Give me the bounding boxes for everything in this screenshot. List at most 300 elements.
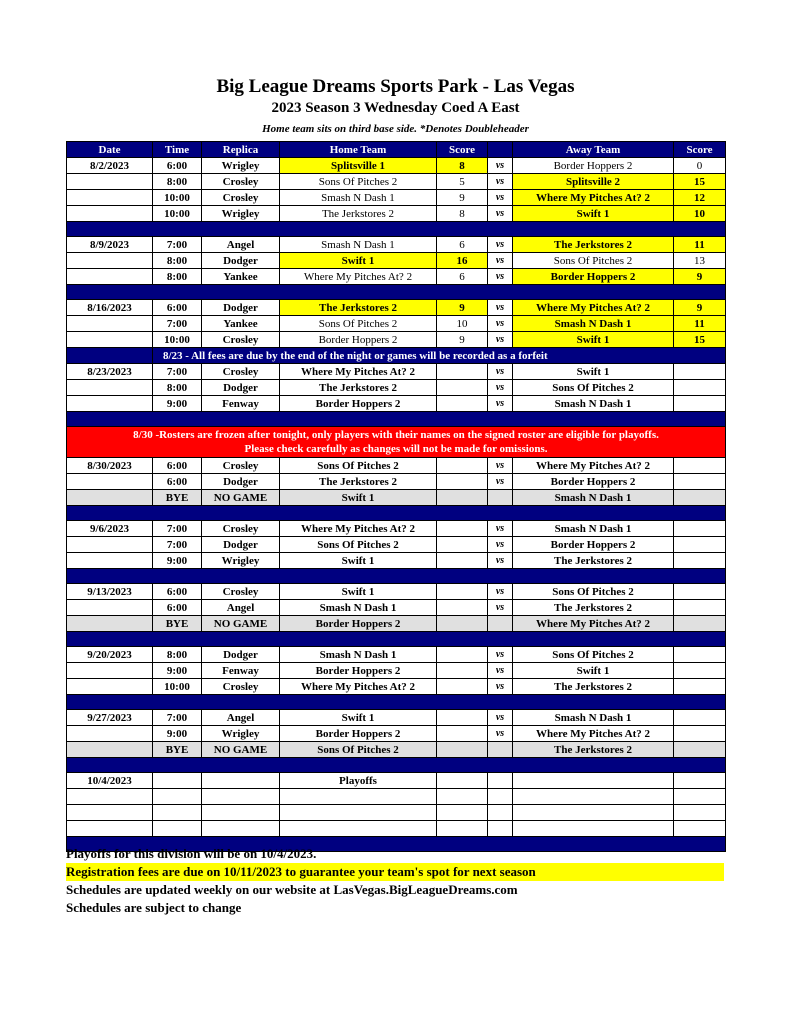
away-team-cell: Border Hoppers 2	[513, 537, 674, 553]
game-row	[67, 396, 726, 412]
separator-cell	[67, 412, 726, 427]
vs-cell: vs	[488, 458, 513, 474]
game-row	[67, 647, 726, 663]
away-score-cell	[674, 616, 726, 632]
away-score-cell	[674, 396, 726, 412]
date-cell	[67, 380, 153, 396]
home-score-cell	[437, 553, 488, 569]
date-cell	[67, 537, 153, 553]
home-score-cell	[437, 742, 488, 758]
field-cell: NO GAME	[202, 616, 280, 632]
away-team-cell: Sons Of Pitches 2	[513, 647, 674, 663]
date-cell	[67, 332, 153, 348]
home-score-cell	[437, 396, 488, 412]
schedule-body	[67, 158, 726, 852]
away-team-cell: Border Hoppers 2	[513, 269, 674, 285]
week-separator-row	[67, 569, 726, 584]
date-cell	[67, 269, 153, 285]
home-score-cell	[437, 679, 488, 695]
roster-alert-line-1: 8/30 -Rosters are frozen after tonight, only players with their names on the signed roster are eligible for playoffs.	[133, 429, 659, 441]
game-row	[67, 364, 726, 380]
footer-text: Playoffs for this division will be on 10/4/2023.	[66, 846, 317, 861]
away-score-cell	[674, 537, 726, 553]
time-cell: 8:00	[153, 380, 202, 396]
home-team-cell	[280, 821, 437, 837]
home-team-cell: Splitsville 1	[280, 158, 437, 174]
date-cell	[67, 663, 153, 679]
away-score-cell	[674, 474, 726, 490]
away-team-cell: Swift 1	[513, 364, 674, 380]
home-team-cell	[280, 789, 437, 805]
home-team-cell: Smash N Dash 1	[280, 647, 437, 663]
home-score-cell: 6	[437, 237, 488, 253]
home-team-cell: Playoffs	[280, 773, 437, 789]
week-separator-row	[67, 285, 726, 300]
home-team-cell: Border Hoppers 2	[280, 726, 437, 742]
field-cell: NO GAME	[202, 742, 280, 758]
vs-cell: vs	[488, 253, 513, 269]
away-team-cell: Swift 1	[513, 206, 674, 222]
field-cell: NO GAME	[202, 490, 280, 506]
home-team-cell: Swift 1	[280, 253, 437, 269]
fee-notice-text: 8/23 - All fees are due by the end of the night or games will be recorded as a forfeit	[153, 348, 726, 364]
footer-notes	[66, 845, 736, 917]
away-team-cell: Swift 1	[513, 332, 674, 348]
vs-cell: vs	[488, 380, 513, 396]
home-score-cell	[437, 616, 488, 632]
field-cell: Wrigley	[202, 158, 280, 174]
vs-cell: vs	[488, 553, 513, 569]
home-team-cell: Border Hoppers 2	[280, 616, 437, 632]
field-cell: Wrigley	[202, 206, 280, 222]
field-cell: Crosley	[202, 521, 280, 537]
game-row	[67, 237, 726, 253]
away-score-cell	[674, 726, 726, 742]
field-cell: Yankee	[202, 316, 280, 332]
home-score-cell	[437, 537, 488, 553]
vs-cell: vs	[488, 396, 513, 412]
roster-alert-line-2: Please check carefully as changes will not be made for omissions.	[244, 443, 548, 455]
home-team-cell: Sons Of Pitches 2	[280, 742, 437, 758]
week-separator-row	[67, 758, 726, 773]
home-score-cell: 6	[437, 269, 488, 285]
home-score-cell	[437, 663, 488, 679]
field-cell: Wrigley	[202, 553, 280, 569]
game-row	[67, 206, 726, 222]
home-score-cell: 9	[437, 332, 488, 348]
game-row	[67, 679, 726, 695]
time-cell: 7:00	[153, 521, 202, 537]
time-cell: 7:00	[153, 710, 202, 726]
home-score-cell: 9	[437, 190, 488, 206]
away-team-cell: The Jerkstores 2	[513, 742, 674, 758]
vs-cell: vs	[488, 174, 513, 190]
home-team-cell: The Jerkstores 2	[280, 206, 437, 222]
vs-cell: vs	[488, 269, 513, 285]
away-score-cell	[674, 458, 726, 474]
home-team-cell: Sons Of Pitches 2	[280, 316, 437, 332]
away-team-cell: Splitsville 2	[513, 174, 674, 190]
away-team-cell: Where My Pitches At? 2	[513, 616, 674, 632]
home-score-cell	[437, 600, 488, 616]
date-cell	[67, 474, 153, 490]
date-cell	[67, 821, 153, 837]
home-score-cell	[437, 789, 488, 805]
away-score-cell	[674, 710, 726, 726]
vs-cell: vs	[488, 521, 513, 537]
time-cell: BYE	[153, 616, 202, 632]
away-score-cell: 11	[674, 237, 726, 253]
time-cell	[153, 789, 202, 805]
date-cell	[67, 805, 153, 821]
vs-cell: vs	[488, 679, 513, 695]
time-cell: 10:00	[153, 206, 202, 222]
home-team-cell: Where My Pitches At? 2	[280, 679, 437, 695]
home-team-cell: Border Hoppers 2	[280, 663, 437, 679]
away-score-cell	[674, 521, 726, 537]
away-score-cell	[674, 364, 726, 380]
home-score-cell	[437, 490, 488, 506]
home-score-cell	[437, 805, 488, 821]
field-cell: Crosley	[202, 190, 280, 206]
away-score-cell: 9	[674, 300, 726, 316]
date-cell: 8/23/2023	[67, 364, 153, 380]
separator-cell	[67, 632, 726, 647]
time-cell: 6:00	[153, 600, 202, 616]
home-score-cell	[437, 710, 488, 726]
time-cell: 9:00	[153, 726, 202, 742]
roster-alert-row	[67, 427, 726, 458]
home-team-cell: Border Hoppers 2	[280, 332, 437, 348]
away-score-cell	[674, 490, 726, 506]
field-cell: Angel	[202, 710, 280, 726]
away-score-cell: 15	[674, 332, 726, 348]
game-row	[67, 190, 726, 206]
field-cell: Dodger	[202, 647, 280, 663]
footer-text: Registration fees are due on 10/11/2023 to guarantee your team's spot for next season	[66, 863, 724, 881]
vs-cell: vs	[488, 537, 513, 553]
vs-cell	[488, 821, 513, 837]
home-team-cell: The Jerkstores 2	[280, 300, 437, 316]
home-team-cell: Smash N Dash 1	[280, 237, 437, 253]
bye-row	[67, 616, 726, 632]
date-cell	[67, 616, 153, 632]
away-team-cell	[513, 805, 674, 821]
time-cell: 9:00	[153, 553, 202, 569]
away-score-cell	[674, 584, 726, 600]
bye-row	[67, 490, 726, 506]
field-cell: Yankee	[202, 269, 280, 285]
header-row	[67, 142, 726, 158]
week-separator-row	[67, 695, 726, 710]
time-cell: 8:00	[153, 253, 202, 269]
date-cell: 8/30/2023	[67, 458, 153, 474]
game-row	[67, 269, 726, 285]
separator-cell	[67, 758, 726, 773]
date-cell: 8/16/2023	[67, 300, 153, 316]
separator-cell	[67, 569, 726, 584]
field-cell: Dodger	[202, 300, 280, 316]
vs-cell	[488, 805, 513, 821]
header-replica: Replica	[202, 142, 280, 158]
time-cell: 8:00	[153, 174, 202, 190]
vs-cell: vs	[488, 474, 513, 490]
game-row	[67, 300, 726, 316]
footer-text: Schedules are subject to change	[66, 900, 242, 915]
time-cell	[153, 773, 202, 789]
vs-cell: vs	[488, 726, 513, 742]
away-score-cell	[674, 773, 726, 789]
home-team-note: Home team sits on third base side. *Denotes Doubleheader	[262, 123, 529, 135]
home-team-cell: The Jerkstores 2	[280, 474, 437, 490]
away-score-cell	[674, 805, 726, 821]
footer-text: Schedules are updated weekly on our website at LasVegas.BigLeagueDreams.com	[66, 882, 518, 897]
vs-cell: vs	[488, 364, 513, 380]
field-cell: Crosley	[202, 584, 280, 600]
away-team-cell: Border Hoppers 2	[513, 474, 674, 490]
home-score-cell	[437, 458, 488, 474]
game-row	[67, 521, 726, 537]
home-score-cell: 5	[437, 174, 488, 190]
home-team-cell: Where My Pitches At? 2	[280, 364, 437, 380]
game-row	[67, 474, 726, 490]
away-score-cell	[674, 663, 726, 679]
field-cell	[202, 805, 280, 821]
home-team-cell: Swift 1	[280, 490, 437, 506]
date-cell	[67, 726, 153, 742]
date-cell: 9/20/2023	[67, 647, 153, 663]
field-cell	[202, 773, 280, 789]
home-team-cell: Sons Of Pitches 2	[280, 537, 437, 553]
vs-cell	[488, 789, 513, 805]
away-score-cell: 9	[674, 269, 726, 285]
game-row	[67, 773, 726, 789]
away-team-cell: Smash N Dash 1	[513, 710, 674, 726]
away-score-cell	[674, 742, 726, 758]
date-cell: 9/13/2023	[67, 584, 153, 600]
home-team-cell: Where My Pitches At? 2	[280, 521, 437, 537]
time-cell: 7:00	[153, 316, 202, 332]
vs-cell: vs	[488, 332, 513, 348]
header-away-score: Score	[674, 142, 726, 158]
time-cell: 9:00	[153, 396, 202, 412]
game-row	[67, 789, 726, 805]
week-separator-row	[67, 632, 726, 647]
bye-row	[67, 742, 726, 758]
away-score-cell: 10	[674, 206, 726, 222]
time-cell: 7:00	[153, 364, 202, 380]
home-team-cell: Swift 1	[280, 553, 437, 569]
game-row	[67, 316, 726, 332]
away-team-cell: Where My Pitches At? 2	[513, 458, 674, 474]
field-cell: Crosley	[202, 174, 280, 190]
away-team-cell: The Jerkstores 2	[513, 600, 674, 616]
away-team-cell: Border Hoppers 2	[513, 158, 674, 174]
home-team-cell: The Jerkstores 2	[280, 380, 437, 396]
schedule-table	[66, 141, 726, 852]
away-team-cell	[513, 789, 674, 805]
home-score-cell	[437, 584, 488, 600]
vs-cell	[488, 773, 513, 789]
away-team-cell: Swift 1	[513, 663, 674, 679]
header-date: Date	[67, 142, 153, 158]
away-score-cell: 11	[674, 316, 726, 332]
home-score-cell	[437, 364, 488, 380]
home-team-cell: Border Hoppers 2	[280, 396, 437, 412]
date-cell	[67, 174, 153, 190]
date-cell: 8/2/2023	[67, 158, 153, 174]
home-score-cell	[437, 773, 488, 789]
home-score-cell: 8	[437, 158, 488, 174]
game-row	[67, 663, 726, 679]
separator-cell	[67, 285, 726, 300]
time-cell: 6:00	[153, 458, 202, 474]
date-cell: 10/4/2023	[67, 773, 153, 789]
away-team-cell: Where My Pitches At? 2	[513, 726, 674, 742]
time-cell: 10:00	[153, 332, 202, 348]
header-time: Time	[153, 142, 202, 158]
date-cell	[67, 553, 153, 569]
roster-alert-cell	[67, 427, 726, 458]
time-cell: BYE	[153, 742, 202, 758]
header-home-score: Score	[437, 142, 488, 158]
away-team-cell: Smash N Dash 1	[513, 316, 674, 332]
footer-playoffs-note	[66, 845, 736, 863]
date-cell	[67, 316, 153, 332]
away-score-cell	[674, 600, 726, 616]
date-cell	[67, 679, 153, 695]
field-cell: Dodger	[202, 253, 280, 269]
field-cell: Dodger	[202, 474, 280, 490]
date-cell	[67, 600, 153, 616]
time-cell: 10:00	[153, 679, 202, 695]
away-team-cell: The Jerkstores 2	[513, 679, 674, 695]
away-team-cell: Sons Of Pitches 2	[513, 380, 674, 396]
vs-cell	[488, 490, 513, 506]
game-row	[67, 553, 726, 569]
home-score-cell: 8	[437, 206, 488, 222]
home-team-cell: Sons Of Pitches 2	[280, 174, 437, 190]
vs-cell: vs	[488, 600, 513, 616]
date-cell	[67, 396, 153, 412]
date-cell	[67, 490, 153, 506]
away-team-cell: Where My Pitches At? 2	[513, 300, 674, 316]
field-cell	[202, 789, 280, 805]
footer-change-note	[66, 899, 736, 917]
time-cell: 7:00	[153, 537, 202, 553]
field-cell: Crosley	[202, 679, 280, 695]
date-cell	[67, 742, 153, 758]
vs-cell: vs	[488, 710, 513, 726]
away-team-cell: Where My Pitches At? 2	[513, 190, 674, 206]
date-cell	[67, 789, 153, 805]
vs-cell: vs	[488, 300, 513, 316]
away-team-cell: Sons Of Pitches 2	[513, 253, 674, 269]
vs-cell: vs	[488, 190, 513, 206]
home-score-cell	[437, 474, 488, 490]
game-row	[67, 158, 726, 174]
footer-website-note	[66, 881, 736, 899]
away-score-cell	[674, 679, 726, 695]
home-team-cell: Smash N Dash 1	[280, 600, 437, 616]
game-row	[67, 821, 726, 837]
home-score-cell: 10	[437, 316, 488, 332]
vs-cell: vs	[488, 316, 513, 332]
away-score-cell	[674, 380, 726, 396]
date-cell	[67, 206, 153, 222]
field-cell: Dodger	[202, 537, 280, 553]
away-score-cell	[674, 553, 726, 569]
footer-registration-note	[66, 863, 736, 881]
home-score-cell	[437, 647, 488, 663]
vs-cell: vs	[488, 206, 513, 222]
away-score-cell	[674, 821, 726, 837]
home-score-cell: 16	[437, 253, 488, 269]
away-team-cell: Smash N Dash 1	[513, 396, 674, 412]
time-cell: 6:00	[153, 584, 202, 600]
time-cell: 9:00	[153, 663, 202, 679]
field-cell: Wrigley	[202, 726, 280, 742]
time-cell: 7:00	[153, 237, 202, 253]
time-cell	[153, 805, 202, 821]
home-score-cell: 9	[437, 300, 488, 316]
home-score-cell	[437, 380, 488, 396]
home-team-cell: Smash N Dash 1	[280, 190, 437, 206]
field-cell: Crosley	[202, 364, 280, 380]
vs-cell	[488, 616, 513, 632]
vs-cell: vs	[488, 158, 513, 174]
away-score-cell: 15	[674, 174, 726, 190]
home-team-cell: Sons Of Pitches 2	[280, 458, 437, 474]
header-away-team: Away Team	[513, 142, 674, 158]
document-title: Big League Dreams Sports Park - Las Vegas	[216, 76, 575, 97]
time-cell: 8:00	[153, 269, 202, 285]
field-cell: Fenway	[202, 663, 280, 679]
game-row	[67, 332, 726, 348]
game-row	[67, 710, 726, 726]
vs-cell	[488, 742, 513, 758]
home-team-cell: Swift 1	[280, 710, 437, 726]
field-cell: Fenway	[202, 396, 280, 412]
field-cell: Crosley	[202, 332, 280, 348]
week-separator-row	[67, 412, 726, 427]
away-score-cell	[674, 647, 726, 663]
away-team-cell: The Jerkstores 2	[513, 237, 674, 253]
game-row	[67, 537, 726, 553]
game-row	[67, 380, 726, 396]
away-score-cell	[674, 789, 726, 805]
document-subtitle: 2023 Season 3 Wednesday Coed A East	[271, 100, 520, 116]
away-team-cell: Sons Of Pitches 2	[513, 584, 674, 600]
field-cell: Angel	[202, 237, 280, 253]
away-score-cell: 0	[674, 158, 726, 174]
game-row	[67, 458, 726, 474]
time-cell: BYE	[153, 490, 202, 506]
header-vs	[488, 142, 513, 158]
vs-cell: vs	[488, 584, 513, 600]
header-home-team: Home Team	[280, 142, 437, 158]
time-cell: 10:00	[153, 190, 202, 206]
separator-cell	[67, 695, 726, 710]
time-cell: 6:00	[153, 474, 202, 490]
game-row	[67, 805, 726, 821]
field-cell: Dodger	[202, 380, 280, 396]
date-cell: 8/9/2023	[67, 237, 153, 253]
home-score-cell	[437, 726, 488, 742]
vs-cell: vs	[488, 237, 513, 253]
field-cell: Crosley	[202, 458, 280, 474]
away-score-cell: 12	[674, 190, 726, 206]
